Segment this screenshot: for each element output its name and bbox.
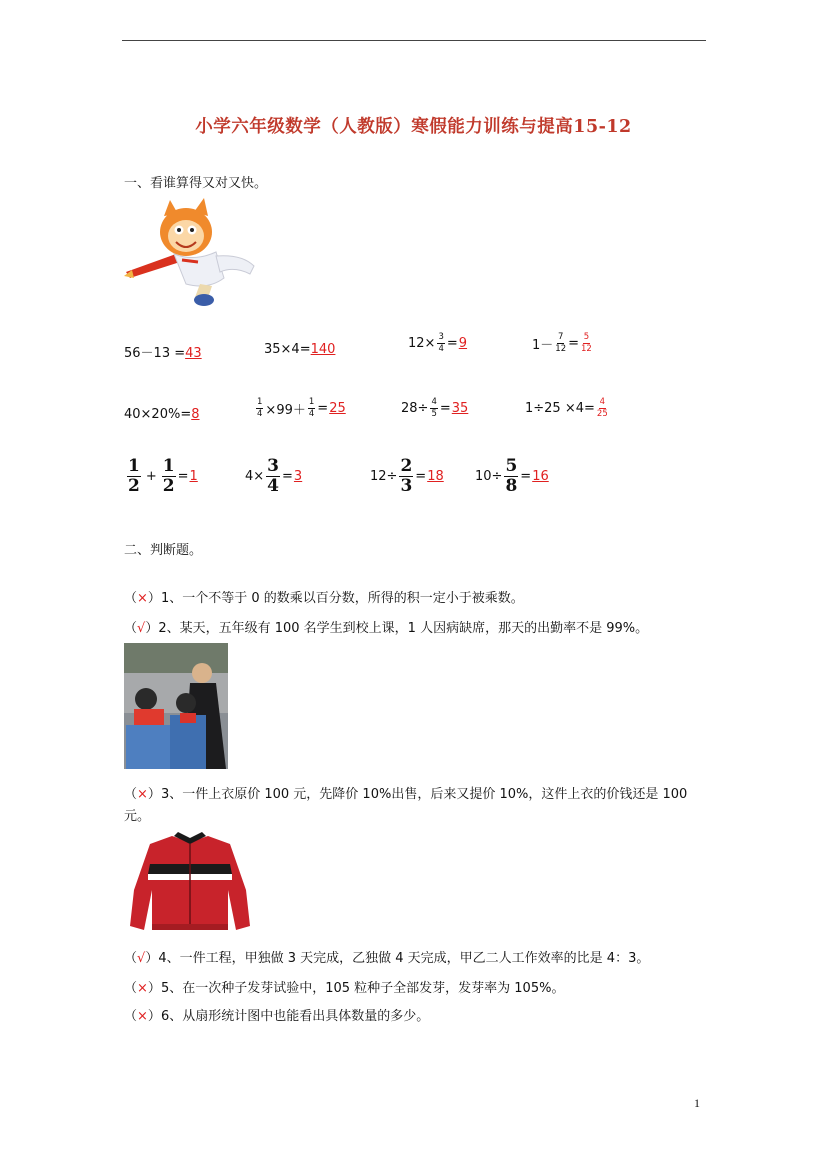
judge-text: 1、一个不等于 0 的数乘以百分数，所得的积一定小于被乘数。 — [160, 591, 524, 606]
problem-1-4-pre: 1－ — [532, 337, 554, 353]
paren-close: ） — [145, 621, 159, 636]
judge-mark: √ — [137, 951, 146, 966]
problem-1-4-fraction — [555, 333, 566, 353]
judge-mark: × — [137, 787, 148, 802]
judge-text: 6、从扇形统计图中也能看出具体数量的多少。 — [160, 1009, 430, 1024]
frac-denominator: 3 — [400, 476, 413, 496]
paren-close: ） — [147, 591, 161, 606]
problem-2-2-answer: 25 — [329, 400, 346, 416]
problem-3-4-fraction — [504, 458, 518, 495]
frac-numerator: 7 — [557, 332, 564, 342]
frac-denominator: 12 — [555, 343, 567, 354]
problem-3-2-pre: 4× — [245, 469, 265, 484]
problem-3-3-fraction — [399, 458, 413, 495]
section2-heading: 二、判断题。 — [124, 543, 203, 558]
frac-denominator: 2 — [128, 476, 140, 496]
problem-1-3-fraction — [437, 333, 444, 353]
paren-close: ） — [145, 951, 159, 966]
problem-1-2 — [264, 342, 335, 357]
problem-3-1-eq: = — [177, 469, 189, 484]
answer-denominator: 12 — [581, 343, 592, 354]
section1-heading: 一、看谁算得又对又快。 — [124, 176, 268, 191]
problem-2-3-answer: 35 — [451, 400, 469, 416]
problem-1-3-pre: 12× — [408, 335, 436, 351]
problem-2-3-fraction — [430, 398, 437, 418]
problem-1-3-answer: 9 — [458, 335, 468, 351]
problem-3-1-fraction-b — [162, 458, 176, 495]
problem-2-3-eq: = — [439, 400, 451, 416]
page-title: 小学六年级数学（人教版）寒假能力训练与提高15-12 — [195, 117, 632, 137]
paren-close: ） — [147, 787, 161, 802]
problem-3-2-eq: = — [282, 469, 293, 484]
problem-1-1-expr: 56－13 = — [124, 346, 186, 361]
cartoon-mascot-image — [124, 196, 260, 308]
problem-3-3-pre: 12÷ — [370, 469, 398, 484]
problem-2-4-pre: 1÷25 ×4= — [525, 400, 595, 416]
frac-numerator: 5 — [505, 456, 518, 476]
frac-denominator: 4 — [308, 408, 315, 419]
answer-numerator: 4 — [599, 397, 606, 407]
problem-1-1 — [124, 342, 202, 361]
judge-mark: × — [137, 981, 148, 996]
paren-close: ） — [147, 981, 161, 996]
judge-text: 5、在一次种子发芽试验中，105 粒种子全部发芽，发芽率为 105%。 — [160, 981, 565, 996]
problem-2-1-expr: 40×20%= — [124, 407, 192, 422]
judge-item-6 — [124, 1005, 429, 1024]
paren-open: （ — [124, 591, 138, 606]
frac-numerator: 1 — [257, 397, 263, 407]
problem-3-4 — [475, 458, 549, 495]
problem-2-3-pre: 28÷ — [401, 400, 429, 416]
frac-denominator: 2 — [162, 476, 175, 496]
frac-numerator: 2 — [400, 456, 413, 476]
red-jacket-image — [128, 830, 252, 934]
frac-denominator: 4 — [267, 476, 280, 496]
frac-numerator: 1 — [308, 397, 315, 407]
frac-denominator: 4 — [438, 343, 444, 354]
problem-1-3-eq: = — [446, 335, 458, 351]
frac-numerator: 1 — [162, 456, 175, 476]
paren-open: （ — [124, 1009, 138, 1024]
frac-denominator: 5 — [431, 408, 437, 419]
problem-2-3 — [401, 398, 468, 418]
judge-item-5 — [124, 977, 564, 996]
judge-item-1 — [124, 587, 524, 606]
problem-3-3-eq: = — [415, 469, 427, 484]
problem-2-2-fraction-a — [256, 398, 263, 418]
paren-close: ） — [147, 1009, 161, 1024]
judge-item-3-continued: 元。 — [124, 809, 151, 824]
problem-3-1-fraction-a — [127, 458, 141, 495]
judge-item-3 — [124, 783, 687, 802]
problem-2-2-eq: = — [317, 400, 329, 416]
problem-3-2-answer: 3 — [293, 469, 303, 484]
page-number: 1 — [694, 1096, 700, 1110]
students-photo-image — [124, 643, 228, 769]
header-rule — [122, 40, 706, 41]
problem-2-1-answer: 8 — [191, 407, 200, 422]
problem-2-1 — [124, 407, 200, 422]
problem-1-1-answer: 43 — [185, 346, 202, 361]
judge-mark: × — [137, 591, 148, 606]
problem-1-4 — [532, 333, 593, 353]
judge-text: 2、某天，五年级有 100 名学生到校上课，1 人因病缺席，那天的出勤率不是 99%。 — [158, 621, 649, 636]
problem-3-4-eq: = — [520, 469, 532, 484]
problem-1-3 — [408, 333, 467, 353]
problem-1-4-eq: = — [568, 335, 580, 351]
problem-1-2-answer: 140 — [310, 342, 336, 357]
problem-3-3 — [370, 458, 444, 495]
frac-numerator: 4 — [431, 397, 437, 407]
problem-1-4-answer — [581, 333, 592, 353]
problem-3-4-answer: 16 — [532, 469, 549, 484]
problem-2-2-fraction-b — [308, 398, 315, 418]
problem-2-4 — [525, 398, 609, 418]
paren-open: （ — [124, 981, 138, 996]
paren-open: （ — [124, 951, 138, 966]
problem-3-2-fraction — [266, 458, 280, 495]
problem-2-2 — [255, 398, 346, 418]
problem-3-3-answer: 18 — [427, 469, 444, 484]
judge-text: 4、一件工程，甲独做 3 天完成，乙独做 4 天完成，甲乙二人工作效率的比是 4：3。 — [158, 951, 650, 966]
problem-3-1 — [126, 458, 198, 495]
frac-numerator: 3 — [267, 456, 280, 476]
judge-item-4 — [124, 947, 649, 966]
answer-numerator: 5 — [583, 332, 590, 342]
answer-denominator: 25 — [596, 408, 608, 419]
judge-item-2 — [124, 617, 648, 636]
problem-3-2 — [245, 458, 302, 495]
problem-3-1-answer: 1 — [189, 469, 198, 484]
frac-numerator: 3 — [438, 332, 444, 342]
judge-text: 3、一件上衣原价 100 元，先降价 10%出售，后来又提价 10%，这件上衣的价钱还是 100 — [160, 787, 688, 802]
frac-numerator: 1 — [128, 456, 140, 476]
problem-1-2-expr: 35×4= — [264, 342, 311, 357]
paren-open: （ — [124, 621, 138, 636]
frac-denominator: 4 — [257, 408, 263, 419]
paren-open: （ — [124, 787, 138, 802]
judge-mark: √ — [137, 621, 146, 636]
problem-2-4-answer — [597, 398, 608, 418]
problem-3-4-pre: 10÷ — [475, 469, 503, 484]
judge-mark: × — [137, 1009, 148, 1024]
problem-3-1-op: + — [145, 469, 157, 484]
problem-2-2-mid: ×99＋ — [265, 402, 306, 418]
frac-denominator: 8 — [505, 476, 518, 496]
